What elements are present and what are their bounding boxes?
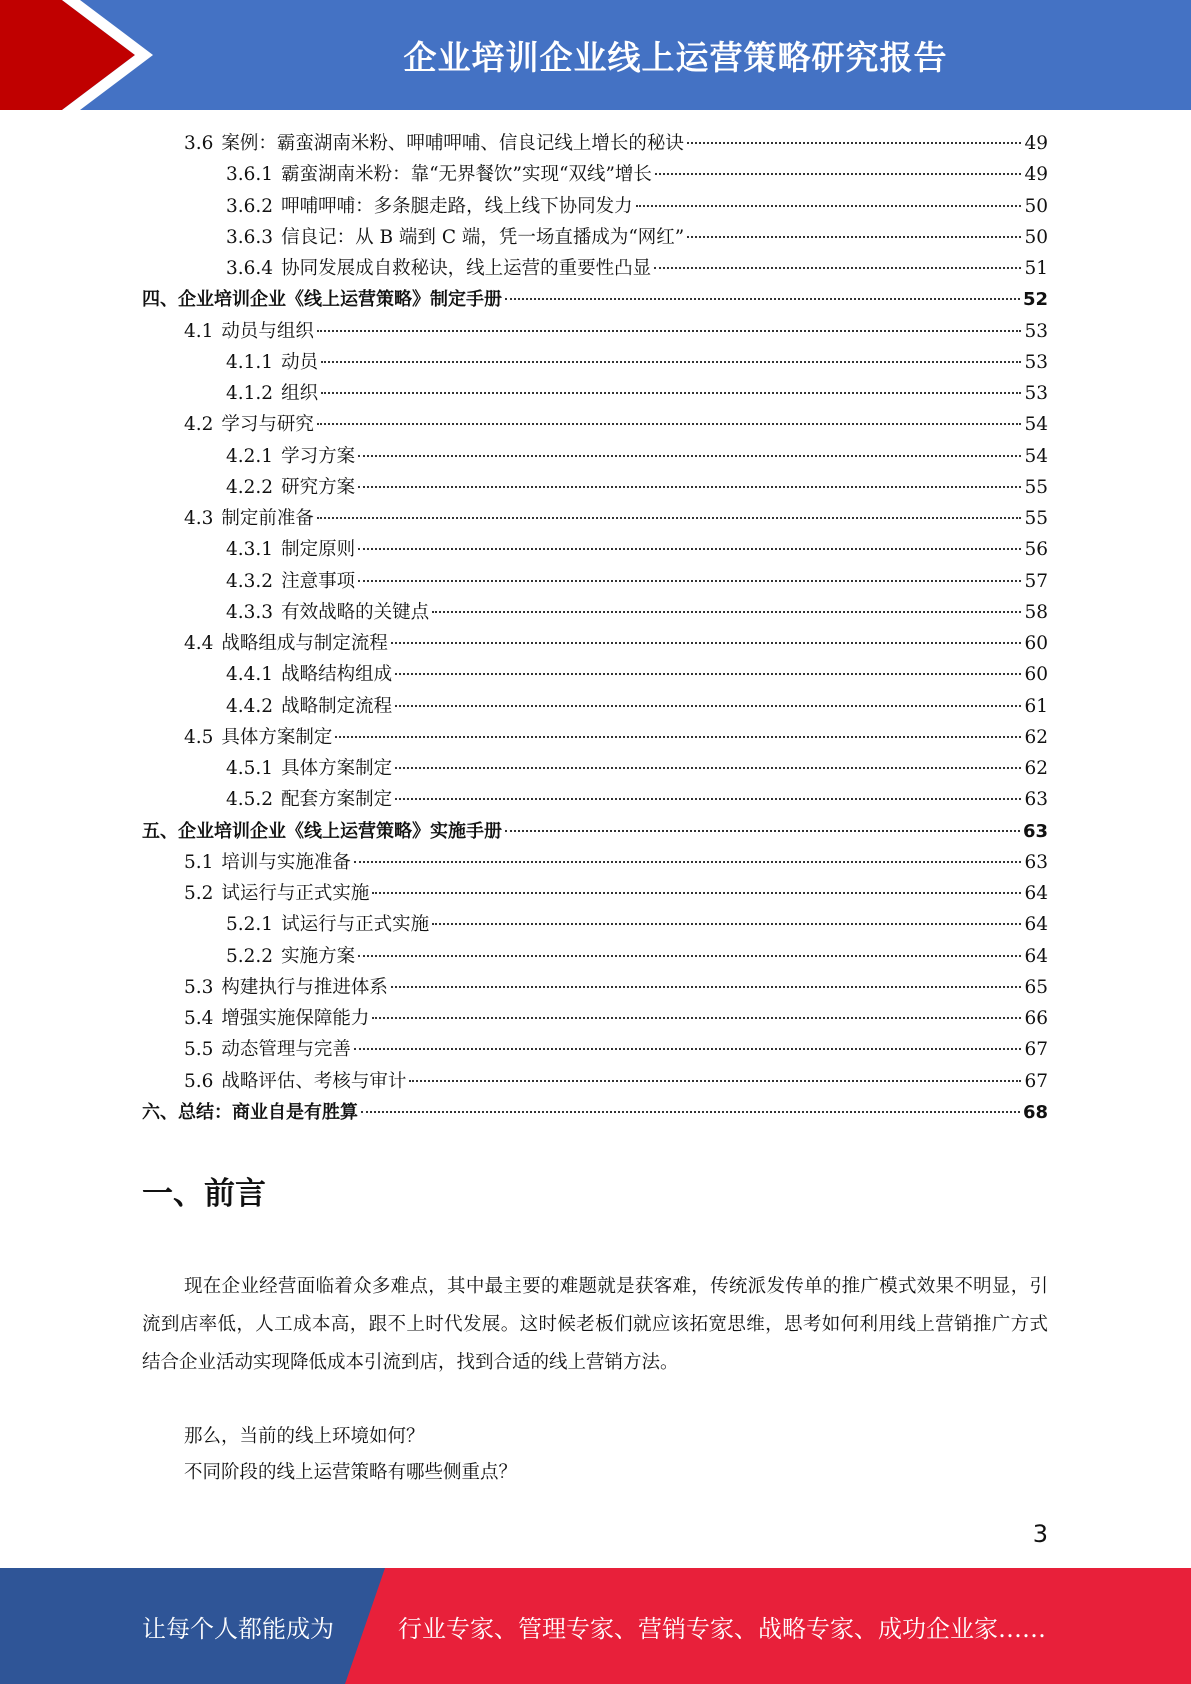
toc-leader-dots bbox=[391, 986, 1022, 988]
toc-entry-page: 52 bbox=[1022, 289, 1048, 311]
toc-entry-number: 4.5.2 bbox=[226, 789, 274, 811]
toc-leader-dots bbox=[687, 236, 1021, 238]
toc-entry-page: 62 bbox=[1024, 758, 1048, 779]
toc-leader-dots bbox=[409, 1080, 1021, 1082]
toc-entry-page: 62 bbox=[1024, 726, 1048, 748]
toc-entry-title: 战略制定流程 bbox=[281, 695, 393, 717]
toc-entry-page: 49 bbox=[1024, 164, 1048, 186]
toc-entry-title: 四、企业培训企业《线上运营策略》制定手册 bbox=[142, 289, 502, 311]
toc-entry[interactable] bbox=[142, 223, 1048, 254]
toc-entry-page: 49 bbox=[1024, 133, 1048, 154]
toc-entry-number: 4.3.1 bbox=[226, 539, 274, 561]
toc-entry[interactable] bbox=[142, 567, 1048, 598]
toc-entry[interactable] bbox=[142, 692, 1048, 723]
toc-entry-number: 5.5 bbox=[184, 1039, 214, 1061]
page-footer bbox=[0, 1568, 1191, 1684]
toc-entry[interactable] bbox=[142, 504, 1048, 535]
toc-leader-dots bbox=[358, 455, 1021, 457]
toc-entry-title: 战略结构组成 bbox=[281, 664, 393, 686]
toc-entry-title: 增强实施保障能力 bbox=[221, 1008, 370, 1029]
toc-leader-dots bbox=[317, 423, 1022, 425]
toc-entry-title: 配套方案制定 bbox=[281, 789, 393, 811]
toc-entry-number: 4.4 bbox=[184, 633, 214, 654]
toc-leader-dots bbox=[321, 392, 1021, 394]
toc-entry-number: 4.1.2 bbox=[226, 383, 274, 404]
toc-entry-title: 学习方案 bbox=[281, 445, 356, 467]
toc-entry-page: 67 bbox=[1024, 1070, 1048, 1092]
toc-entry[interactable] bbox=[142, 1067, 1048, 1098]
toc-entry-number: 4.3.3 bbox=[226, 601, 274, 623]
section-heading: 一、前言 bbox=[142, 1176, 266, 1212]
toc-entry[interactable] bbox=[142, 942, 1048, 973]
toc-leader-dots bbox=[354, 861, 1022, 863]
toc-leader-dots bbox=[395, 798, 1021, 800]
toc-entry-title: 培训与实施准备 bbox=[221, 851, 351, 873]
toc-leader-dots bbox=[687, 142, 1022, 144]
toc-entry[interactable] bbox=[142, 817, 1048, 848]
toc-entry-title: 具体方案制定 bbox=[221, 726, 333, 748]
toc-entry-page: 63 bbox=[1024, 789, 1048, 811]
toc-leader-dots bbox=[372, 892, 1021, 894]
footer-slogan-right: 行业专家、管理专家、营销专家、战略专家、成功企业家…… bbox=[398, 1614, 1046, 1643]
toc-leader-dots bbox=[636, 205, 1022, 207]
toc-entry-page: 67 bbox=[1024, 1039, 1048, 1061]
toc-entry-page: 50 bbox=[1024, 226, 1048, 248]
toc-entry-number: 4.1.1 bbox=[226, 351, 274, 373]
toc-entry-page: 60 bbox=[1024, 664, 1048, 686]
toc-entry-number: 4.5.1 bbox=[226, 758, 274, 779]
toc-entry-number: 5.4 bbox=[184, 1008, 214, 1029]
toc-entry[interactable] bbox=[142, 629, 1048, 660]
toc-entry-page: 57 bbox=[1024, 570, 1048, 592]
toc-entry[interactable] bbox=[142, 129, 1048, 160]
toc-entry-title: 试运行与正式实施 bbox=[281, 914, 430, 936]
report-title: 企业培训企业线上运营策略研究报告 bbox=[403, 37, 948, 77]
toc-entry-title: 制定原则 bbox=[281, 539, 356, 561]
toc-entry-page: 64 bbox=[1024, 914, 1048, 936]
toc-entry[interactable] bbox=[142, 379, 1048, 410]
toc-entry-page: 51 bbox=[1024, 258, 1048, 279]
toc-leader-dots bbox=[372, 1017, 1021, 1019]
toc-entry[interactable] bbox=[142, 1004, 1048, 1035]
toc-entry-number: 4.5 bbox=[184, 726, 214, 748]
toc-entry[interactable] bbox=[142, 910, 1048, 941]
toc-entry[interactable] bbox=[142, 410, 1048, 441]
toc-entry-title: 案例：霸蛮湖南米粉、呷哺呷哺、信良记线上增长的秘诀 bbox=[221, 133, 684, 154]
toc-entry-number: 3.6.4 bbox=[226, 258, 274, 279]
toc-entry-page: 54 bbox=[1024, 414, 1048, 436]
toc-leader-dots bbox=[335, 736, 1021, 738]
toc-entry-page: 55 bbox=[1024, 508, 1048, 529]
toc-entry-number: 4.3.2 bbox=[226, 570, 274, 592]
toc-entry-page: 53 bbox=[1024, 351, 1048, 373]
toc-entry-title: 信良记：从 B 端到 C 端，凭一场直播成为“网红” bbox=[281, 226, 685, 248]
toc-entry-number: 4.4.1 bbox=[226, 664, 274, 686]
toc-entry[interactable] bbox=[142, 285, 1048, 316]
toc-leader-dots bbox=[505, 298, 1020, 300]
question-2: 不同阶段的线上运营策略有哪些侧重点？ bbox=[184, 1462, 518, 1483]
toc-leader-dots bbox=[391, 642, 1022, 644]
toc-leader-dots bbox=[395, 705, 1021, 707]
toc-leader-dots bbox=[358, 580, 1021, 582]
toc-entry-number: 4.3 bbox=[184, 508, 214, 529]
toc-leader-dots bbox=[358, 486, 1021, 488]
footer-slogan-left: 让每个人都能成为 bbox=[142, 1614, 334, 1643]
toc-leader-dots bbox=[358, 955, 1021, 957]
toc-entry[interactable] bbox=[142, 879, 1048, 910]
toc-entry-page: 65 bbox=[1024, 976, 1048, 998]
toc-entry-title: 组织 bbox=[281, 383, 319, 404]
toc-entry-number: 5.3 bbox=[184, 976, 214, 998]
toc-leader-dots bbox=[361, 1111, 1020, 1113]
toc-entry-page: 64 bbox=[1024, 883, 1048, 904]
toc-entry-page: 54 bbox=[1024, 445, 1048, 467]
toc-entry-page: 58 bbox=[1024, 601, 1048, 623]
toc-entry[interactable] bbox=[142, 254, 1048, 285]
toc-entry-title: 动员与组织 bbox=[221, 320, 314, 342]
toc-entry-page: 64 bbox=[1024, 945, 1048, 967]
toc-entry-page: 50 bbox=[1024, 195, 1048, 217]
toc-entry-number: 4.2 bbox=[184, 414, 214, 436]
toc-entry-title: 构建执行与推进体系 bbox=[221, 976, 388, 998]
toc-entry-page: 66 bbox=[1024, 1008, 1048, 1029]
toc-leader-dots bbox=[317, 517, 1022, 519]
toc-entry[interactable] bbox=[142, 785, 1048, 816]
toc-leader-dots bbox=[317, 330, 1022, 332]
toc-entry-number: 4.1 bbox=[184, 320, 214, 342]
toc-entry-title: 协同发展成自救秘诀，线上运营的重要性凸显 bbox=[281, 258, 652, 279]
toc-entry[interactable] bbox=[142, 1098, 1048, 1129]
toc-entry[interactable] bbox=[142, 598, 1048, 629]
toc-entry-page: 53 bbox=[1024, 320, 1048, 342]
toc-entry-page: 60 bbox=[1024, 633, 1048, 654]
question-1: 那么，当前的线上环境如何？ bbox=[184, 1426, 425, 1447]
toc-entry-title: 战略组成与制定流程 bbox=[221, 633, 388, 654]
page-number: 3 bbox=[1032, 1520, 1048, 1548]
toc-entry-title: 实施方案 bbox=[281, 945, 356, 967]
toc-entry-number: 3.6.3 bbox=[226, 226, 274, 248]
toc-entry-title: 试运行与正式实施 bbox=[221, 883, 370, 904]
toc-entry[interactable] bbox=[142, 317, 1048, 348]
intro-paragraph: 现在企业经营面临着众多难点，其中最主要的难题就是获客难，传统派发传单的推广模式效果不明显，引流到店率低，人工成本高，跟不上时代发展。这时候老板们就应该拓宽思维，思考如何利用线上营销推广方式结合企业活动实现降低成本引流到店，找到合适的线上营销方法。 bbox=[142, 1276, 1048, 1373]
toc-entry[interactable] bbox=[142, 754, 1048, 785]
toc-leader-dots bbox=[395, 767, 1021, 769]
toc-entry-title: 动态管理与完善 bbox=[221, 1039, 351, 1061]
toc-entry-title: 战略评估、考核与审计 bbox=[221, 1070, 407, 1092]
toc-entry-number: 5.1 bbox=[184, 851, 214, 873]
toc-entry-number: 3.6.2 bbox=[226, 195, 274, 217]
toc-leader-dots bbox=[654, 267, 1021, 269]
toc-entry[interactable] bbox=[142, 442, 1048, 473]
toc-entry-page: 68 bbox=[1022, 1101, 1048, 1123]
toc-entry-title: 研究方案 bbox=[281, 476, 356, 498]
toc-entry-number: 4.4.2 bbox=[226, 695, 274, 717]
toc-entry-number: 5.2.2 bbox=[226, 945, 274, 967]
toc-entry-page: 61 bbox=[1024, 695, 1048, 717]
toc-entry[interactable] bbox=[142, 192, 1048, 223]
toc-leader-dots bbox=[354, 1048, 1022, 1050]
toc-entry[interactable] bbox=[142, 160, 1048, 191]
toc-entry-title: 呷哺呷哺：多条腿走路，线上线下协同发力 bbox=[281, 195, 633, 217]
toc-entry[interactable] bbox=[142, 348, 1048, 379]
toc-entry[interactable] bbox=[142, 973, 1048, 1004]
toc-entry[interactable] bbox=[142, 535, 1048, 566]
toc-leader-dots bbox=[321, 361, 1021, 363]
toc-entry-page: 53 bbox=[1024, 383, 1048, 404]
toc-entry-page: 56 bbox=[1024, 539, 1048, 561]
toc-entry-title: 制定前准备 bbox=[221, 508, 314, 529]
toc-entry-number: 5.2.1 bbox=[226, 914, 274, 936]
toc-entry-number: 4.2.1 bbox=[226, 445, 274, 467]
toc-entry[interactable] bbox=[142, 1035, 1048, 1066]
toc-entry-title: 注意事项 bbox=[281, 570, 356, 592]
toc-entry-title: 五、企业培训企业《线上运营策略》实施手册 bbox=[142, 820, 502, 842]
toc-entry-page: 63 bbox=[1022, 820, 1048, 842]
toc-leader-dots bbox=[358, 548, 1021, 550]
toc-leader-dots bbox=[395, 673, 1021, 675]
toc-entry-title: 具体方案制定 bbox=[281, 758, 393, 779]
toc-leader-dots bbox=[432, 923, 1021, 925]
toc-entry-title: 动员 bbox=[281, 351, 319, 373]
toc-leader-dots bbox=[505, 830, 1020, 832]
toc-leader-dots bbox=[432, 611, 1021, 613]
toc-entry-page: 55 bbox=[1024, 476, 1048, 498]
toc-entry-number: 5.2 bbox=[184, 883, 214, 904]
toc-leader-dots bbox=[655, 173, 1022, 175]
toc-entry-title: 有效战略的关键点 bbox=[281, 601, 430, 623]
toc-entry[interactable] bbox=[142, 723, 1048, 754]
toc-entry-number: 4.2.2 bbox=[226, 476, 274, 498]
table-of-contents bbox=[142, 129, 1048, 1129]
toc-entry-title: 霸蛮湖南米粉：靠“无界餐饮”实现“双线”增长 bbox=[281, 164, 652, 186]
toc-entry-title: 六、总结：商业自是有胜算 bbox=[142, 1101, 358, 1123]
toc-entry-number: 5.6 bbox=[184, 1070, 214, 1092]
toc-entry[interactable] bbox=[142, 848, 1048, 879]
toc-entry[interactable] bbox=[142, 660, 1048, 691]
page-header bbox=[0, 0, 1191, 110]
toc-entry-page: 63 bbox=[1024, 851, 1048, 873]
toc-entry-number: 3.6 bbox=[184, 133, 214, 154]
toc-entry-title: 学习与研究 bbox=[221, 414, 314, 436]
toc-entry[interactable] bbox=[142, 473, 1048, 504]
toc-entry-number: 3.6.1 bbox=[226, 164, 274, 186]
